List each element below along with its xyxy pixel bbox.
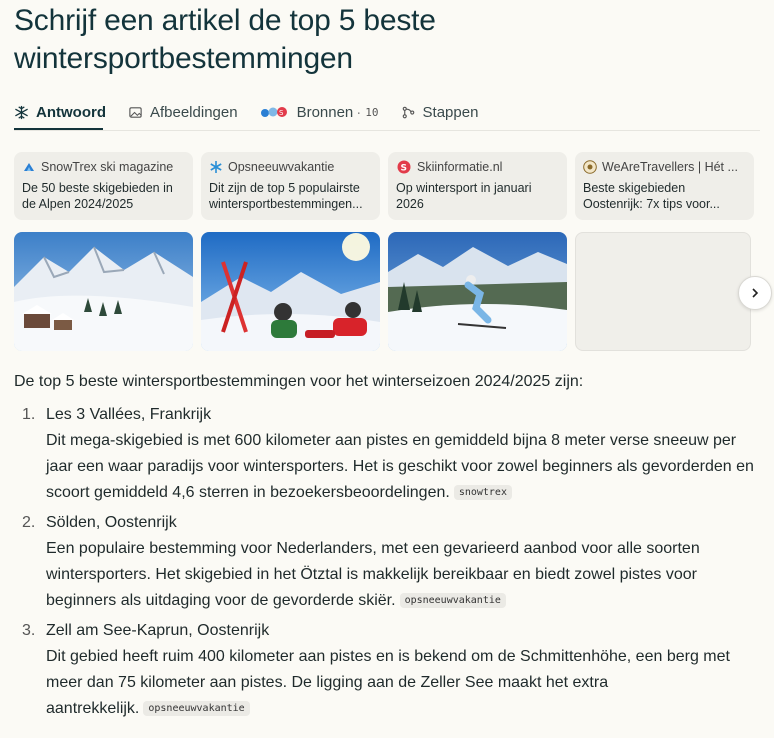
list-item-number: 2.: [22, 514, 36, 531]
source-site: WeAreTravellers | Hét ...: [602, 160, 738, 174]
snowtrex-favicon-icon: [22, 160, 36, 174]
page-title: Schrijf een artikel de top 5 beste wintersportbestemmingen: [14, 4, 436, 75]
source-title: De 50 beste skigebieden in de Alpen 2024/2025: [22, 181, 173, 211]
citation-badge[interactable]: opsneeuwvakantie: [400, 593, 506, 608]
tab-steps-label: Stappen: [422, 103, 479, 121]
list-item: [14, 402, 764, 506]
steps-icon: [401, 105, 416, 120]
tab-sources[interactable]: S Bronnen · 10: [260, 100, 379, 124]
next-images-button[interactable]: [738, 276, 772, 310]
list-item: [14, 510, 764, 614]
source-site: SnowTrex ski magazine: [41, 160, 174, 174]
tab-answer[interactable]: [14, 100, 106, 124]
svg-text:S: S: [400, 163, 407, 174]
image-placeholder[interactable]: [575, 232, 751, 351]
tab-images[interactable]: [128, 100, 238, 124]
source-title: Beste skigebieden Oostenrijk: 7x tips voor...: [583, 181, 720, 211]
source-card[interactable]: [14, 152, 193, 220]
list-item-description: Een populaire bestemming voor Nederlanders, met een gevarieerd aanbod voor alle soorten wintersporters. Het skigebied in het Ötztal is makkelijk bereikbaar en biedt zowel pistes voor beginners als uitdaging voor de gevorderde skiër.: [46, 540, 700, 609]
source-title: Op wintersport in januari 2026: [396, 181, 532, 211]
source-site: Opsneeuwvakantie: [228, 160, 335, 174]
source-title: Dit zijn de top 5 populairste wintersportbestemmingen...: [209, 181, 363, 211]
destination-list: [14, 402, 764, 726]
citation-badge[interactable]: opsneeuwvakantie: [143, 701, 249, 716]
list-item-number: 3.: [22, 622, 36, 639]
svg-text:S: S: [278, 109, 284, 117]
list-item-number: 1.: [22, 406, 36, 423]
answer-icon: [14, 105, 29, 120]
source-site: Skiinformatie.nl: [417, 160, 503, 174]
sources-count: 10: [365, 105, 379, 119]
list-item-title: Les 3 Vallées, Frankrijk: [46, 406, 212, 423]
list-item-title: Zell am See-Kaprun, Oostenrijk: [46, 622, 270, 639]
tab-images-label: Afbeeldingen: [149, 103, 238, 121]
list-item-title: Sölden, Oostenrijk: [46, 514, 177, 531]
answer-intro: De top 5 beste wintersportbestemmingen voor het winterseizoen 2024/2025 zijn:: [14, 373, 584, 390]
list-item-description: Dit gebied heeft ruim 400 kilometer aan pistes en is bekend om de Schmittenhöhe, een berg met meer dan 75 kilometer aan pistes. De ligging aan de Zeller See maakt het extra aantrekkelijk.: [46, 648, 730, 717]
sources-icon: [260, 105, 290, 119]
skiinformatie-favicon-icon: [396, 160, 412, 174]
image-icon: [128, 105, 143, 120]
tab-answer-label: Antwoord: [36, 103, 106, 121]
list-item-description: Dit mega-skigebied is met 600 kilometer aan pistes en gemiddeld bijna 8 meter verse sneeuw per jaar een waar paradijs voor wintersporters. Het is geschikt voor zowel beginners als gevorderden en scoort gemiddeld 4,6 sterren in bezoekersbeoordelingen.: [46, 432, 754, 501]
source-card[interactable]: [201, 152, 380, 220]
source-cards: [14, 152, 754, 220]
wearetravellers-favicon-icon: [583, 160, 597, 174]
source-card[interactable]: [388, 152, 567, 220]
chevron-right-icon: [749, 287, 761, 299]
source-card[interactable]: [575, 152, 754, 220]
tab-steps[interactable]: [401, 100, 479, 124]
active-tab-indicator: [14, 128, 103, 130]
tab-sources-label: Bronnen: [296, 103, 354, 121]
image-strip: [14, 232, 751, 351]
image-skier-descending[interactable]: [388, 232, 567, 351]
snowflake-favicon-icon: [209, 160, 223, 174]
result-tabs: [14, 92, 760, 132]
image-ski-village[interactable]: [14, 232, 193, 351]
image-skiers-relaxing[interactable]: [201, 232, 380, 351]
list-item: [14, 618, 764, 722]
citation-badge[interactable]: snowtrex: [454, 485, 512, 500]
tab-divider: [14, 130, 760, 131]
